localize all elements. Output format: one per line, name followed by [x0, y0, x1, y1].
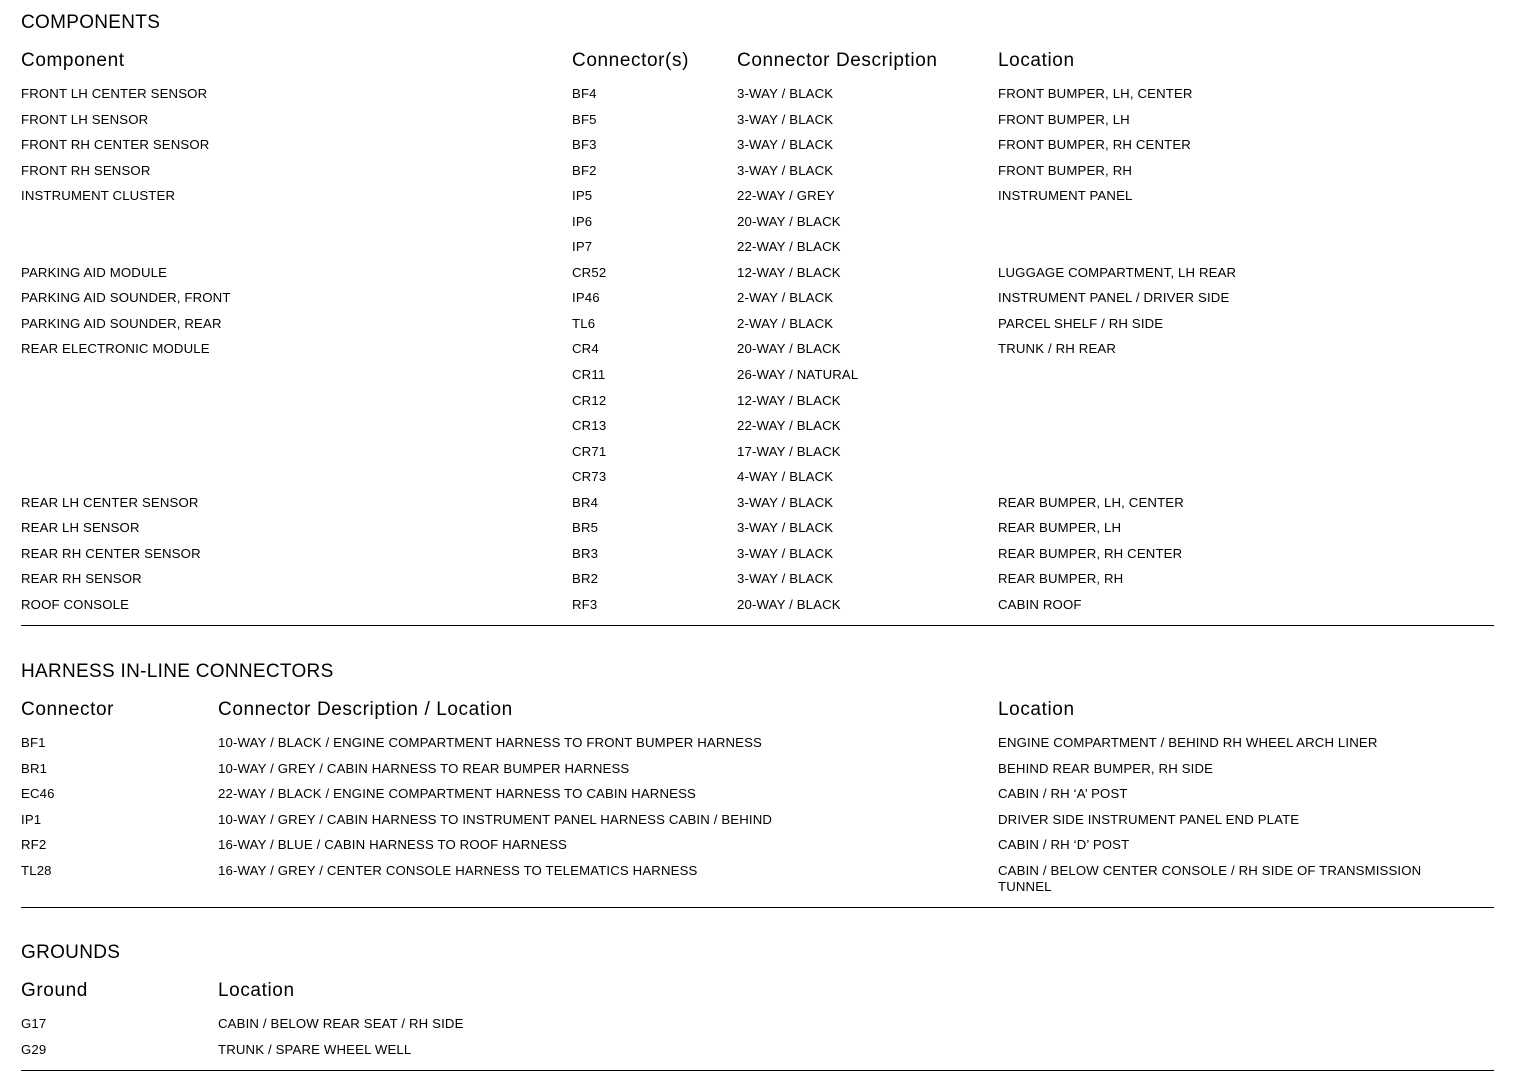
- location-cell: FRONT BUMPER, RH CENTER: [998, 137, 1191, 153]
- table-row: [21, 112, 1494, 138]
- components-section: [21, 0, 1494, 630]
- component-cell: ROOF CONSOLE: [21, 596, 130, 612]
- component-cell: FRONT LH SENSOR: [21, 111, 149, 127]
- table-row: [21, 786, 1494, 812]
- table-row: [21, 761, 1494, 787]
- connector-cell: IP6: [572, 213, 593, 229]
- connector-cell: BR1: [21, 760, 48, 776]
- connector-description-cell: 20-WAY / BLACK: [737, 341, 841, 357]
- components-divider: [21, 625, 1494, 626]
- location-cell: LUGGAGE COMPARTMENT, LH REAR: [998, 264, 1237, 280]
- table-row: [21, 163, 1494, 189]
- connector-cell: BF4: [572, 86, 597, 101]
- location-cell: CABIN / RH ‘D’ POST: [998, 837, 1130, 853]
- connector-description-cell: 3-WAY / BLACK: [737, 162, 834, 178]
- component-cell: FRONT RH CENTER SENSOR: [21, 137, 210, 153]
- ground-cell: G17: [21, 1016, 47, 1031]
- location-cell: CABIN ROOF: [998, 596, 1082, 612]
- connector-description-cell: 22-WAY / GREY: [737, 188, 835, 204]
- location-cell: INSTRUMENT PANEL / DRIVER SIDE: [998, 290, 1230, 306]
- table-row: [21, 735, 1494, 761]
- location-cell: ENGINE COMPARTMENT / BEHIND RH WHEEL ARCH LINER: [998, 735, 1378, 750]
- connector-description-cell: 3-WAY / BLACK: [737, 86, 834, 101]
- location-cell: CABIN / RH ‘A’ POST: [998, 786, 1128, 802]
- header-connectors: Connector(s): [572, 50, 690, 71]
- location-cell: CABIN / BELOW CENTER CONSOLE / RH SIDE OF TRANSMISSION TUNNEL: [998, 862, 1422, 894]
- harness-divider: [21, 907, 1494, 908]
- connector-cell: CR11: [572, 367, 606, 383]
- connector-cell: CR4: [572, 341, 599, 357]
- table-row: [21, 837, 1494, 863]
- table-row: [21, 367, 1494, 393]
- table-row: [21, 812, 1494, 838]
- location-cell: FRONT BUMPER, LH: [998, 111, 1130, 127]
- description-location-cell: 16-WAY / BLUE / CABIN HARNESS TO ROOF HARNESS: [218, 837, 567, 853]
- location-cell: DRIVER SIDE INSTRUMENT PANEL END PLATE: [998, 811, 1300, 827]
- harness-title: HARNESS IN-LINE CONNECTORS: [21, 661, 334, 682]
- location-cell: FRONT BUMPER, RH: [998, 162, 1133, 178]
- connector-description-cell: 2-WAY / BLACK: [737, 290, 834, 306]
- connector-cell: CR73: [572, 469, 607, 485]
- component-cell: REAR RH SENSOR: [21, 571, 142, 587]
- component-cell: FRONT RH SENSOR: [21, 162, 151, 178]
- connector-cell: TL28: [21, 862, 52, 878]
- location-cell: PARCEL SHELF / RH SIDE: [998, 315, 1164, 331]
- connector-description-cell: 3-WAY / BLACK: [737, 494, 834, 510]
- connector-description-cell: 20-WAY / BLACK: [737, 213, 841, 229]
- location-cell: CABIN / BELOW REAR SEAT / RH SIDE: [218, 1016, 464, 1031]
- connector-cell: BR4: [572, 494, 599, 510]
- table-row: [21, 418, 1494, 444]
- connector-description-cell: 3-WAY / BLACK: [737, 137, 834, 153]
- table-row: [21, 1016, 1494, 1042]
- connector-description-cell: 4-WAY / BLACK: [737, 469, 834, 485]
- table-row: [21, 214, 1494, 240]
- grounds-divider: [21, 1070, 1494, 1071]
- component-cell: REAR RH CENTER SENSOR: [21, 545, 201, 561]
- table-row: [21, 1042, 1494, 1068]
- connector-cell: BR5: [572, 520, 599, 536]
- description-location-cell: 16-WAY / GREY / CENTER CONSOLE HARNESS TO TELEMATICS HARNESS: [218, 862, 698, 878]
- grounds-section: [21, 930, 1494, 1080]
- connector-cell: TL6: [572, 315, 596, 331]
- connector-description-cell: 22-WAY / BLACK: [737, 418, 841, 434]
- component-cell: PARKING AID MODULE: [21, 264, 168, 280]
- table-row: [21, 86, 1494, 112]
- table-row: [21, 290, 1494, 316]
- components-title: COMPONENTS: [21, 12, 161, 33]
- ground-cell: G29: [21, 1041, 47, 1057]
- location-cell: REAR BUMPER, LH, CENTER: [998, 494, 1184, 510]
- connector-description-cell: 12-WAY / BLACK: [737, 264, 841, 280]
- connector-cell: CR13: [572, 418, 607, 434]
- connector-cell: IP5: [572, 188, 593, 204]
- connector-cell: BF3: [572, 137, 597, 153]
- header-connector-description-location: Connector Description / Location: [218, 699, 513, 720]
- connector-cell: BF5: [572, 111, 597, 127]
- connector-cell: BR3: [572, 545, 599, 561]
- table-row: [21, 341, 1494, 367]
- connector-description-cell: 3-WAY / BLACK: [737, 571, 834, 587]
- location-cell: REAR BUMPER, LH: [998, 520, 1122, 536]
- header-location: Location: [998, 50, 1075, 71]
- header-component: Component: [21, 50, 125, 71]
- component-cell: PARKING AID SOUNDER, FRONT: [21, 290, 231, 306]
- table-row: [21, 863, 1494, 901]
- location-cell: INSTRUMENT PANEL: [998, 188, 1133, 204]
- connector-cell: IP1: [21, 811, 42, 827]
- table-row: [21, 520, 1494, 546]
- connector-description-cell: 17-WAY / BLACK: [737, 443, 841, 459]
- connector-cell: BF2: [572, 162, 597, 178]
- harness-table: [21, 735, 1494, 901]
- grounds-table: [21, 1016, 1494, 1067]
- table-row: [21, 495, 1494, 521]
- connector-cell: CR12: [572, 392, 607, 408]
- table-row: [21, 597, 1494, 623]
- location-cell: REAR BUMPER, RH: [998, 571, 1124, 587]
- table-row: [21, 265, 1494, 291]
- description-location-cell: 10-WAY / GREY / CABIN HARNESS TO INSTRUMENT PANEL HARNESS CABIN / BEHIND: [218, 811, 773, 827]
- connector-cell: BR2: [572, 571, 599, 587]
- connector-cell: EC46: [21, 786, 55, 802]
- header-ground-location: Location: [218, 980, 295, 1001]
- harness-section: [21, 650, 1494, 912]
- connector-description-cell: 3-WAY / BLACK: [737, 111, 834, 127]
- header-connector: Connector: [21, 699, 115, 720]
- connector-description-cell: 20-WAY / BLACK: [737, 596, 841, 612]
- location-cell: REAR BUMPER, RH CENTER: [998, 545, 1183, 561]
- location-cell: FRONT BUMPER, LH, CENTER: [998, 86, 1193, 101]
- connector-description-cell: 12-WAY / BLACK: [737, 392, 841, 408]
- component-cell: FRONT LH CENTER SENSOR: [21, 86, 208, 101]
- header-harness-location: Location: [998, 699, 1075, 720]
- description-location-cell: 10-WAY / BLACK / ENGINE COMPARTMENT HARNESS TO FRONT BUMPER HARNESS: [218, 735, 762, 750]
- grounds-title: GROUNDS: [21, 942, 121, 963]
- description-location-cell: 10-WAY / GREY / CABIN HARNESS TO REAR BUMPER HARNESS: [218, 760, 630, 776]
- component-cell: REAR LH SENSOR: [21, 520, 140, 536]
- components-table: [21, 86, 1494, 622]
- connector-cell: IP46: [572, 290, 600, 306]
- table-row: [21, 239, 1494, 265]
- location-cell: BEHIND REAR BUMPER, RH SIDE: [998, 760, 1214, 776]
- connector-description-cell: 22-WAY / BLACK: [737, 239, 841, 255]
- component-cell: REAR ELECTRONIC MODULE: [21, 341, 210, 357]
- table-row: [21, 393, 1494, 419]
- header-connector-description: Connector Description: [737, 50, 938, 71]
- location-cell: TRUNK / RH REAR: [998, 341, 1117, 357]
- table-row: [21, 188, 1494, 214]
- component-cell: REAR LH CENTER SENSOR: [21, 494, 199, 510]
- connector-description-cell: 3-WAY / BLACK: [737, 545, 834, 561]
- table-row: [21, 469, 1494, 495]
- connector-description-cell: 3-WAY / BLACK: [737, 520, 834, 536]
- table-row: [21, 546, 1494, 572]
- connector-cell: CR52: [572, 264, 607, 280]
- connector-cell: BF1: [21, 735, 46, 750]
- table-row: [21, 444, 1494, 470]
- header-ground: Ground: [21, 980, 88, 1001]
- connector-cell: CR71: [572, 443, 607, 459]
- table-row: [21, 571, 1494, 597]
- connector-description-cell: 26-WAY / NATURAL: [737, 367, 859, 383]
- component-cell: PARKING AID SOUNDER, REAR: [21, 315, 222, 331]
- connector-cell: RF3: [572, 596, 598, 612]
- connector-cell: IP7: [572, 239, 593, 255]
- connector-description-cell: 2-WAY / BLACK: [737, 315, 834, 331]
- component-cell: INSTRUMENT CLUSTER: [21, 188, 176, 204]
- description-location-cell: 22-WAY / BLACK / ENGINE COMPARTMENT HARNESS TO CABIN HARNESS: [218, 786, 696, 802]
- table-row: [21, 137, 1494, 163]
- table-row: [21, 316, 1494, 342]
- connector-cell: RF2: [21, 837, 47, 853]
- location-cell: TRUNK / SPARE WHEEL WELL: [218, 1041, 412, 1057]
